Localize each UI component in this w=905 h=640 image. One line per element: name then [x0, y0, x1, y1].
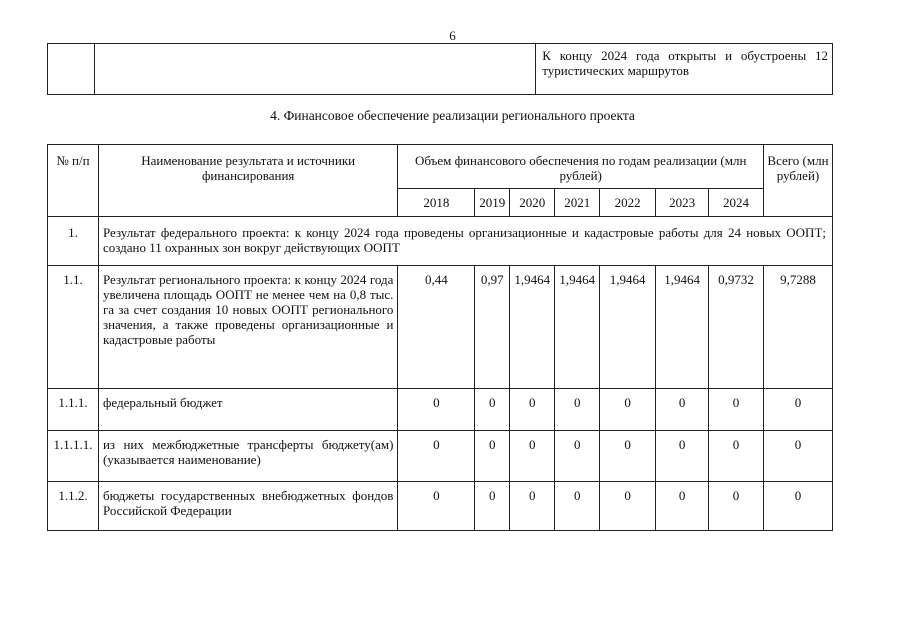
row-total: 0: [763, 389, 832, 431]
row-number: 1.1.1.: [48, 389, 99, 431]
year-value: 0: [398, 389, 475, 431]
year-value: 0: [510, 431, 555, 482]
row-total: 0: [763, 431, 832, 482]
year-value: 0: [555, 482, 600, 531]
row-number: 1.1.: [48, 266, 99, 389]
table-row: [48, 266, 833, 389]
header-volume: Объем финансового обеспечения по годам реализации (млн рублей): [398, 145, 764, 189]
table-cell: [48, 44, 95, 95]
year-value: 0: [555, 431, 600, 482]
year-value: 1,9464: [555, 266, 600, 389]
year-value: 0,97: [475, 266, 510, 389]
header-year: 2024: [709, 189, 764, 217]
year-value: 0: [600, 431, 656, 482]
year-value: 0: [656, 482, 709, 531]
header-row: [48, 145, 833, 189]
year-value: 1,9464: [656, 266, 709, 389]
year-value: 0: [709, 431, 764, 482]
header-name: Наименование результата и источники финансирования: [98, 145, 397, 217]
page-number: 6: [449, 28, 456, 43]
header-year: 2023: [656, 189, 709, 217]
header-year: 2021: [555, 189, 600, 217]
header-number: № п/п: [48, 145, 99, 217]
row-total: 9,7288: [763, 266, 832, 389]
year-value: 0: [656, 431, 709, 482]
year-value: 0: [600, 482, 656, 531]
row-total: 0: [763, 482, 832, 531]
year-value: 0: [555, 389, 600, 431]
table-row: [48, 389, 833, 431]
header-year: 2022: [600, 189, 656, 217]
row-name: бюджеты государственных внебюджетных фондов Российской Федерации: [98, 482, 397, 531]
row-number: 1.: [48, 217, 99, 266]
header-year: 2018: [398, 189, 475, 217]
header-year: 2020: [510, 189, 555, 217]
row-name: Результат регионального проекта: к концу 2024 года увеличена площадь ООПТ не менее чем на 0,8 тыс. га за счет создания 10 новых ООПТ регионального значения, а также проведены организационные и кадастровые работы: [98, 266, 397, 389]
previous-table-fragment: [47, 43, 833, 95]
year-value: 0: [656, 389, 709, 431]
year-value: 0: [398, 482, 475, 531]
table-row: [48, 44, 833, 95]
table-cell: [94, 44, 535, 95]
row-number: 1.1.1.1.: [48, 431, 99, 482]
year-value: 0: [475, 431, 510, 482]
section-title: 4. Финансовое обеспечение реализации регионального проекта: [270, 108, 635, 123]
year-value: 0: [398, 431, 475, 482]
federal-result-row: [48, 217, 833, 266]
result-text-cell: К концу 2024 года открыты и обустроены 12 туристических маршрутов: [536, 44, 833, 95]
table-row: [48, 482, 833, 531]
year-value: 1,9464: [600, 266, 656, 389]
year-value: 0: [475, 482, 510, 531]
year-value: 0: [510, 482, 555, 531]
table-row: [48, 431, 833, 482]
header-year: 2019: [475, 189, 510, 217]
data-rows: [48, 266, 833, 531]
federal-result-text: Результат федерального проекта: к концу 2024 года проведены организационные и кадастровые работы для 24 новых ООПТ; создано 11 охранных зон вокруг действующих ООПТ: [98, 217, 832, 266]
year-value: 0: [600, 389, 656, 431]
year-value: 1,9464: [510, 266, 555, 389]
year-value: 0: [709, 482, 764, 531]
year-value: 0: [475, 389, 510, 431]
year-value: 0: [709, 389, 764, 431]
header-total: Всего (млн рублей): [763, 145, 832, 217]
year-value: 0: [510, 389, 555, 431]
row-number: 1.1.2.: [48, 482, 99, 531]
row-name: федеральный бюджет: [98, 389, 397, 431]
year-value: 0,44: [398, 266, 475, 389]
financing-table: [47, 144, 833, 531]
year-value: 0,9732: [709, 266, 764, 389]
row-name: из них межбюджетные трансферты бюджету(ам) (указывается наименование): [98, 431, 397, 482]
